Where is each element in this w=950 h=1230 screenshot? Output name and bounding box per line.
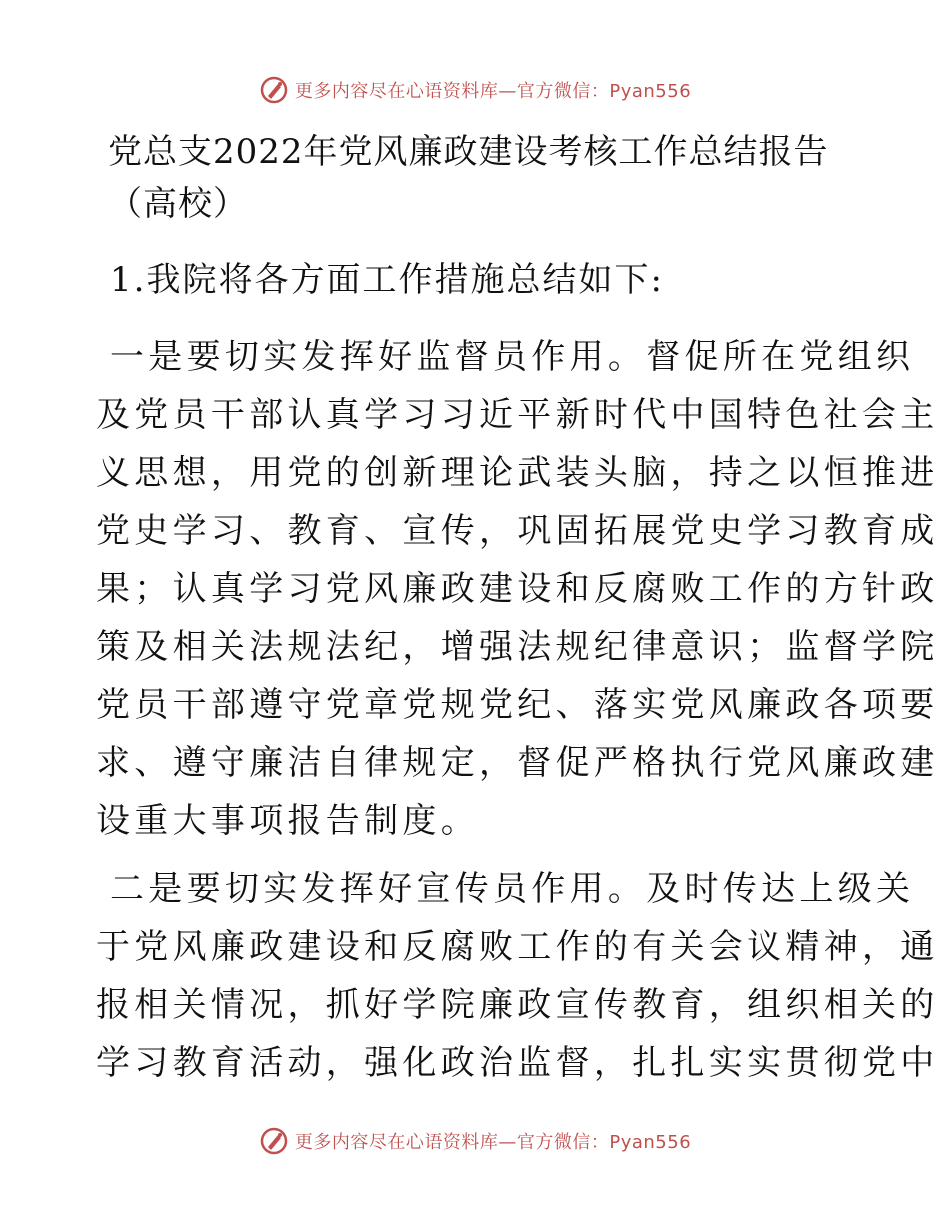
watermark-header (0, 70, 950, 110)
paragraph-line: 求、遵守廉洁自律规定，督促严格执行党风廉政建 (96, 743, 939, 783)
title-line-1: 党总支2022年党风廉政建设考核工作总结报告 (108, 132, 829, 172)
paragraph-line: 设重大事项报告制度。 (96, 801, 479, 841)
paragraph-line: 二是要切实发挥好宣传员作用。及时传达上级关 (110, 869, 915, 909)
paragraph-line: 学习教育活动，强化政治监督，扎扎实实贯彻党中 (96, 1043, 939, 1083)
watermark-text: 更多内容尽在心语资料库—官方微信：Pyan556 (294, 1132, 692, 1153)
document-title (108, 126, 848, 230)
paragraph-line: 义思想，用党的创新理论武装头脑，持之以恒推进 (96, 453, 939, 493)
watermark-text: 更多内容尽在心语资料库—官方微信：Pyan556 (294, 81, 692, 102)
pen-circle-logo-icon (259, 75, 289, 105)
paragraph-line: 党员干部遵守党章党规党纪、落实党风廉政各项要 (96, 685, 939, 725)
paragraph-line: 党史学习、教育、宣传，巩固拓展党史学习教育成 (96, 511, 939, 551)
paragraph-line: 果；认真学习党风廉政建设和反腐败工作的方针政 (96, 569, 939, 609)
watermark-footer (0, 1121, 950, 1161)
title-line-2: （高校） (108, 184, 248, 224)
paragraph-supervisor (96, 328, 939, 850)
paragraph-line: 及党员干部认真学习习近平新时代中国特色社会主 (96, 395, 939, 435)
paragraph-line: 于党风廉政建设和反腐败工作的有关会议精神，通 (96, 927, 939, 967)
paragraph-line: 一是要切实发挥好监督员作用。督促所在党组织 (110, 337, 915, 377)
paragraph-line: 报相关情况，抓好学院廉政宣传教育，组织相关的 (96, 985, 939, 1025)
section-heading: 1.我院将各方面工作措施总结如下: (110, 260, 664, 300)
pen-circle-logo-icon (259, 1126, 289, 1156)
paragraph-line: 策及相关法规法纪，增强法规纪律意识；监督学院 (96, 627, 939, 667)
paragraph-publicity (96, 860, 939, 1092)
